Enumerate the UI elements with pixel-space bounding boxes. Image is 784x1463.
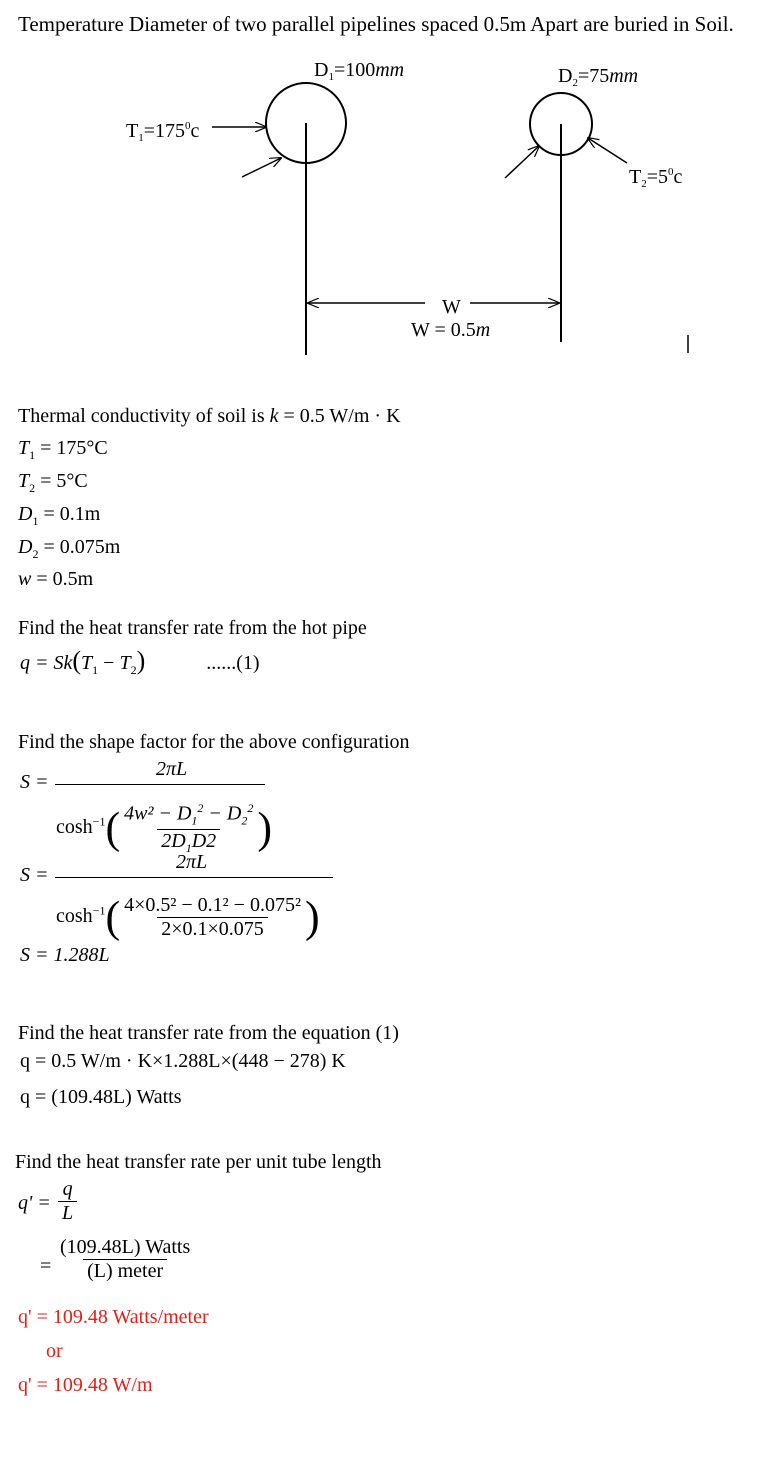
t1-label: $T_1=175^0c$ bbox=[126, 120, 200, 144]
s-lhs-1: S = bbox=[20, 771, 49, 793]
w-value: W = 0.5m bbox=[411, 319, 491, 341]
d2-label: $D_2=75mm$ bbox=[558, 65, 639, 89]
s-fracbar-2 bbox=[55, 877, 333, 878]
s-num-2: 2πL bbox=[176, 851, 208, 873]
qprime-frac2: $\frac{\text{(109.48L) Watts}}{\text{(L) meter}}$ bbox=[60, 1236, 191, 1282]
s-result: S = 1.288L bbox=[20, 944, 110, 966]
s-den-1: $\cosh^{-1}$( $\frac{4w^2 - D_1^2 - D_2^2}{2D_1D2}$ ) bbox=[56, 801, 272, 855]
pipe1-arrow bbox=[242, 158, 281, 177]
step4-heading: Find the heat transfer rate per unit tube length bbox=[15, 1151, 382, 1173]
given-t2: $T_2 = 5^\circ C$ bbox=[18, 470, 88, 495]
given-d2: $D_2 = 0.075m$ bbox=[18, 536, 121, 561]
t2-arrow bbox=[588, 138, 627, 163]
t2-label: $T_2=5^0c$ bbox=[629, 166, 683, 190]
s-num-1: 2πL bbox=[156, 758, 188, 780]
qprime-lhs: q' = bbox=[18, 1192, 51, 1214]
answer-or: or bbox=[46, 1340, 63, 1362]
step3-line2: q = (109.48L) Watts bbox=[20, 1086, 182, 1108]
d1-label: $D_1=100mm$ bbox=[314, 59, 405, 83]
given-d1: $D_1 = 0.1m$ bbox=[18, 503, 101, 528]
step1-heading: Find the heat transfer rate from the hot pipe bbox=[18, 617, 367, 639]
conductivity-line: Thermal conductivity of soil is k = 0.5 W/m · K bbox=[18, 405, 401, 427]
qprime-eq: = bbox=[40, 1255, 52, 1277]
qprime-frac: $\frac{q}{L}$ bbox=[58, 1178, 77, 1225]
s-lhs-2: S = bbox=[20, 864, 49, 886]
pipe2-arrow-left bbox=[505, 146, 539, 178]
given-w: w = 0.5m bbox=[18, 568, 94, 590]
step3-heading: Find the heat transfer rate from the equation (1) bbox=[18, 1022, 399, 1044]
page-title: Temperature Diameter of two parallel pipelines spaced 0.5m Apart are buried in Soil. bbox=[18, 12, 734, 36]
step2-heading: Find the shape factor for the above configuration bbox=[18, 731, 410, 753]
answer-w-per-m: q' = 109.48 W/m bbox=[18, 1374, 153, 1396]
step1-equation: $q = Sk(T_1 - T_2)$ ......(1) bbox=[20, 646, 260, 677]
s-fracbar-1 bbox=[55, 784, 265, 785]
pipeline-diagram bbox=[0, 50, 784, 370]
answer-watts-per-meter: q' = 109.48 Watts/meter bbox=[18, 1306, 209, 1328]
step3-line1: q = 0.5 W/m · K×1.288L×(448 − 278) K bbox=[20, 1050, 346, 1072]
s-den-2: $\cosh^{-1}$( $\frac{\text{4×0.5² − 0.1² − 0.075²}}{2\times 0.1\times 0.075}$ ) bbox=[56, 892, 320, 942]
given-t1: $T_1 = 175^\circ C$ bbox=[18, 437, 108, 462]
w-label: W bbox=[442, 296, 461, 318]
